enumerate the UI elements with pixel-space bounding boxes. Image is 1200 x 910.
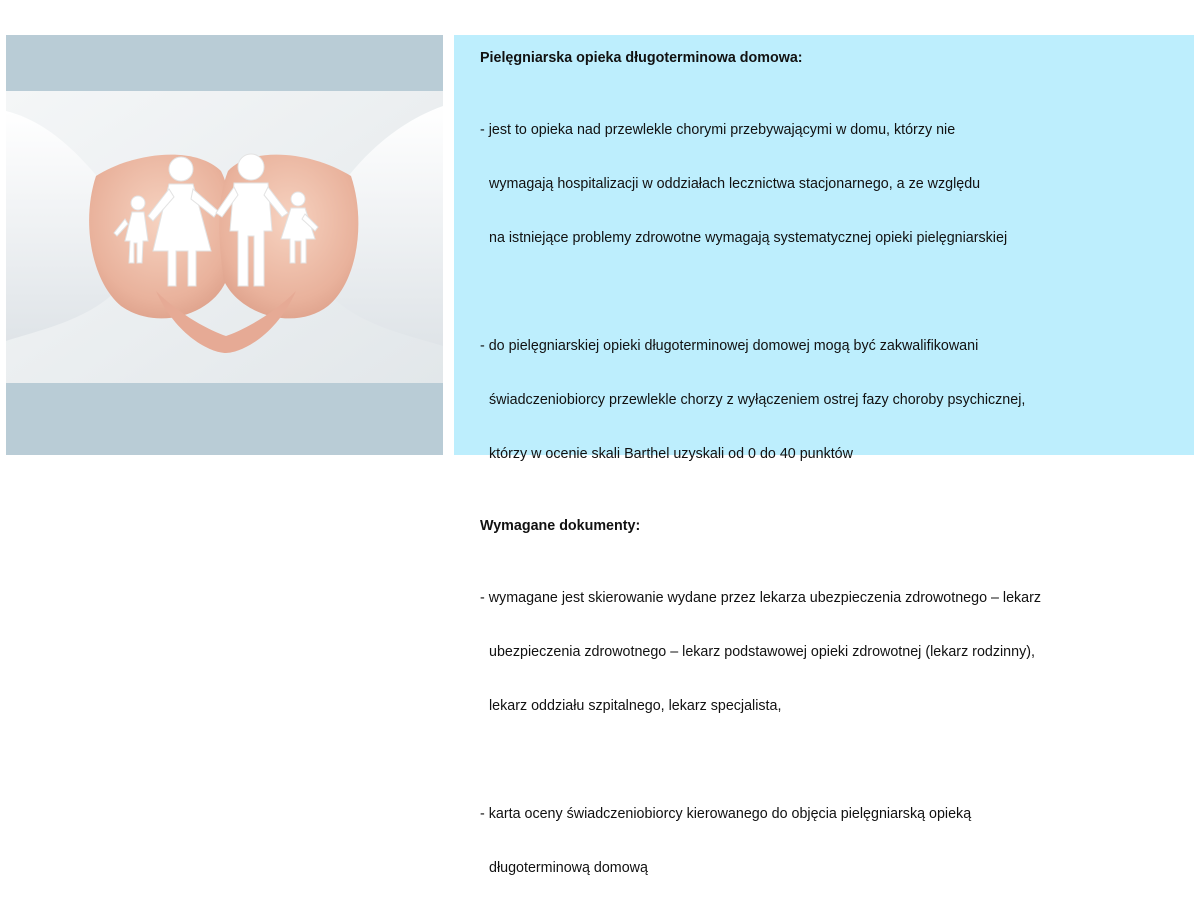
paragraph-referral — [480, 553, 1180, 751]
text-line: - wymagane jest skierowanie wydane przez lekarza ubezpieczenia zdrowotnego – lekarz — [480, 590, 1042, 606]
text-line: świadczeniobiorcy przewlekle chorzy z wyłączeniem ostrej fazy choroby psychicznej, — [489, 392, 1026, 408]
section-heading-care: Pielęgniarska opieka długoterminowa domowa: — [480, 50, 803, 66]
paragraph-qualification — [480, 301, 1180, 499]
hands-holding-family-icon — [6, 91, 443, 383]
text-line: ubezpieczenia zdrowotnego – lekarz podstawowej opieki zdrowotnej (lekarz rodzinny), — [489, 644, 1035, 660]
text-line: długoterminową domową — [489, 860, 648, 876]
text-line: - do pielęgniarskiej opieki długoterminowej domowej mogą być zakwalifikowani — [480, 338, 979, 354]
text-line: którzy w ocenie skali Barthel uzyskali od 0 do 40 punktów — [489, 446, 853, 462]
text-line: wymagają hospitalizacji w oddziałach lecznictwa stacjonarnego, a ze względu — [489, 176, 981, 192]
paragraph-assessment-card — [480, 769, 1180, 910]
paragraph-care-definition — [480, 85, 1180, 283]
text-line: - karta oceny świadczeniobiorcy kierowanego do objęcia pielęgniarską opieką — [480, 806, 972, 822]
section-heading-documents: Wymagane dokumenty: — [480, 518, 641, 534]
text-line: - jest to opieka nad przewlekle chorymi przebywającymi w domu, którzy nie — [480, 122, 956, 138]
content-text — [480, 49, 1180, 910]
text-line: lekarz oddziału szpitalnego, lekarz specjalista, — [489, 698, 782, 714]
text-line: na istniejące problemy zdrowotne wymagają systematycznej opieki pielęgniarskiej — [489, 230, 1008, 246]
